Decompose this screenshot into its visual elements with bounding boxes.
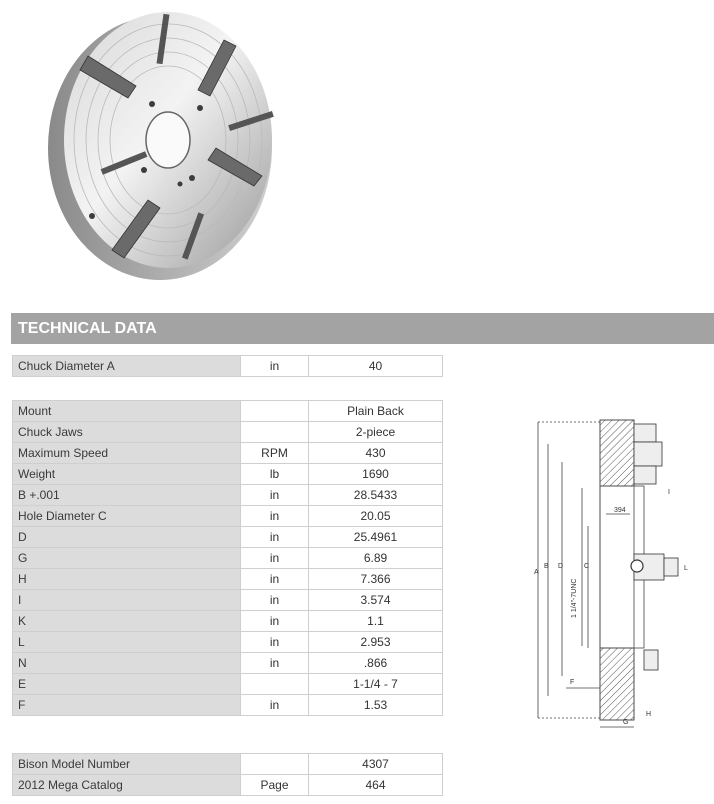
- dim-label-e: 1 1/4"-7UNC: [571, 578, 578, 618]
- table-row: [13, 356, 443, 377]
- table-row: [13, 401, 443, 422]
- technical-data-header: TECHNICAL DATA: [11, 313, 714, 344]
- dim-label-h: H: [646, 711, 652, 718]
- table-row: [13, 695, 443, 716]
- table-row: [13, 443, 443, 464]
- spec-label: 2012 Mega Catalog: [13, 775, 241, 796]
- dim-label-a: A: [534, 569, 539, 576]
- table-row: [13, 485, 443, 506]
- spec-unit: RPM: [241, 443, 309, 464]
- table-row: [13, 506, 443, 527]
- model-info-table: [12, 753, 443, 796]
- spec-label: Chuck Jaws: [13, 422, 241, 443]
- table-row: [13, 653, 443, 674]
- table-row: [13, 611, 443, 632]
- table-row: [13, 754, 443, 775]
- spec-value: Plain Back: [309, 401, 443, 422]
- dim-label-394: 394: [614, 507, 626, 514]
- spec-unit: [241, 401, 309, 422]
- spec-value: 3.574: [309, 590, 443, 611]
- spec-label: Mount: [13, 401, 241, 422]
- dim-label-i: I: [668, 489, 670, 496]
- specifications-table: [12, 400, 443, 716]
- spec-value: 1.1: [309, 611, 443, 632]
- dim-label-b: B: [544, 563, 549, 570]
- dim-label-g: G: [623, 719, 629, 726]
- dim-label-d: D: [558, 563, 564, 570]
- spec-label: G: [13, 548, 241, 569]
- spec-label: D: [13, 527, 241, 548]
- spec-value: 1.53: [309, 695, 443, 716]
- spec-unit: [241, 674, 309, 695]
- spec-unit: in: [241, 506, 309, 527]
- spec-value: 20.05: [309, 506, 443, 527]
- spec-label: B +.001: [13, 485, 241, 506]
- spec-unit: in: [241, 695, 309, 716]
- spec-label: F: [13, 695, 241, 716]
- spec-value: 7.366: [309, 569, 443, 590]
- spec-label: Weight: [13, 464, 241, 485]
- spec-value: 4307: [309, 754, 443, 775]
- spec-label: K: [13, 611, 241, 632]
- spec-unit: in: [241, 548, 309, 569]
- spec-label: H: [13, 569, 241, 590]
- spec-label: I: [13, 590, 241, 611]
- table-row: [13, 674, 443, 695]
- table-row: [13, 422, 443, 443]
- spec-unit: Page: [241, 775, 309, 796]
- chuck-technical-drawing: [526, 414, 698, 730]
- spec-label: Chuck Diameter A: [13, 356, 241, 377]
- spec-value: 430: [309, 443, 443, 464]
- spec-label: L: [13, 632, 241, 653]
- spec-value: 2-piece: [309, 422, 443, 443]
- table-row: [13, 590, 443, 611]
- dim-label-c: C: [584, 563, 590, 570]
- spec-unit: in: [241, 653, 309, 674]
- table-row: [13, 775, 443, 796]
- spec-label: E: [13, 674, 241, 695]
- table-row: [13, 632, 443, 653]
- spec-value: 6.89: [309, 548, 443, 569]
- spec-unit: in: [241, 569, 309, 590]
- spec-label: N: [13, 653, 241, 674]
- table-row: [13, 464, 443, 485]
- spec-unit: in: [241, 590, 309, 611]
- spec-value: 25.4961: [309, 527, 443, 548]
- spec-unit: in: [241, 527, 309, 548]
- spec-unit: in: [241, 356, 309, 377]
- spec-unit: in: [241, 611, 309, 632]
- table-row: [13, 569, 443, 590]
- chuck-diameter-table: [12, 355, 443, 377]
- chuck-product-image: [40, 0, 276, 282]
- spec-unit: in: [241, 632, 309, 653]
- spec-unit: lb: [241, 464, 309, 485]
- spec-value: 40: [309, 356, 443, 377]
- spec-value: 28.5433: [309, 485, 443, 506]
- spec-unit: [241, 754, 309, 775]
- spec-value: 2.953: [309, 632, 443, 653]
- spec-value: 464: [309, 775, 443, 796]
- table-row: [13, 548, 443, 569]
- spec-label: Bison Model Number: [13, 754, 241, 775]
- spec-value: .866: [309, 653, 443, 674]
- table-row: [13, 527, 443, 548]
- spec-unit: in: [241, 485, 309, 506]
- spec-value: 1-1/4 - 7: [309, 674, 443, 695]
- spec-value: 1690: [309, 464, 443, 485]
- spec-unit: [241, 422, 309, 443]
- spec-label: Maximum Speed: [13, 443, 241, 464]
- dim-label-l: L: [684, 565, 688, 572]
- spec-label: Hole Diameter C: [13, 506, 241, 527]
- dim-label-f: F: [570, 679, 575, 686]
